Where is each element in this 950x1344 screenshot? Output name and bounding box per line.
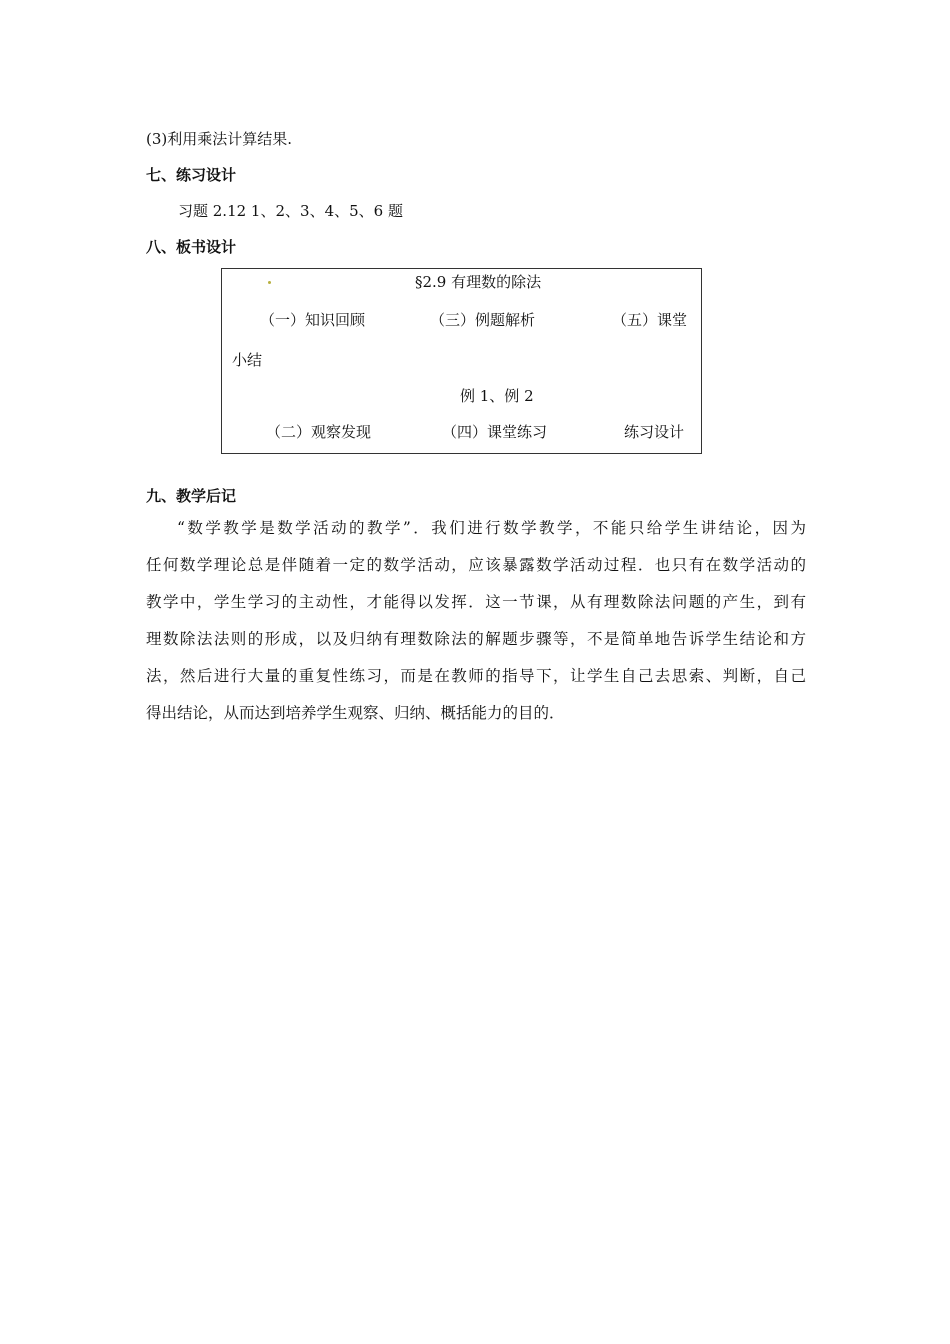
board-item-3: （三）例题解析 xyxy=(430,311,536,329)
step-3-text: (3)利用乘法计算结果. xyxy=(146,130,293,148)
exercise-text: 习题 2.12 1、2、3、4、5、6 题 xyxy=(178,202,403,220)
blackboard-design-box xyxy=(221,268,702,454)
speck-mark xyxy=(268,281,271,284)
reflection-line-3: 教学中，学生学习的主动性，才能得以发挥．这一节课，从有理数除法问题的产生，到有 xyxy=(146,593,806,611)
reflection-line-6: 得出结论，从而达到培养学生观察、归纳、概括能力的目的． xyxy=(146,704,565,722)
reflection-line-5: 法，然后进行大量的重复性练习，而是在教师的指导下，让学生自己去思索、判断，自己 xyxy=(146,667,806,685)
section-8-heading: 八、板书设计 xyxy=(146,238,237,256)
board-item-5-cont: 小结 xyxy=(232,351,263,369)
reflection-line-1: “数学教学是数学活动的教学”．我们进行数学教学，不能只给学生讲结论，因为 xyxy=(177,519,806,537)
board-title: §2.9 有理数的除法 xyxy=(415,273,542,291)
board-item-1: （一）知识回顾 xyxy=(260,311,366,329)
board-item-2: （二）观察发现 xyxy=(266,423,372,441)
board-item-5: （五）课堂 xyxy=(612,311,688,329)
reflection-line-4: 理数除法法则的形成，以及归纳有理数除法的解题步骤等，不是简单地告诉学生结论和方 xyxy=(146,630,806,648)
section-7-heading: 七、练习设计 xyxy=(146,166,237,184)
board-design: 练习设计 xyxy=(624,423,685,441)
reflection-line-2: 任何数学理论总是伴随着一定的数学活动，应该暴露数学活动过程．也只有在数学活动的 xyxy=(146,556,806,574)
board-examples: 例 1、例 2 xyxy=(460,387,534,405)
board-item-4: （四）课堂练习 xyxy=(442,423,548,441)
reflection-paragraph xyxy=(146,510,806,732)
section-9-heading: 九、教学后记 xyxy=(146,487,237,505)
